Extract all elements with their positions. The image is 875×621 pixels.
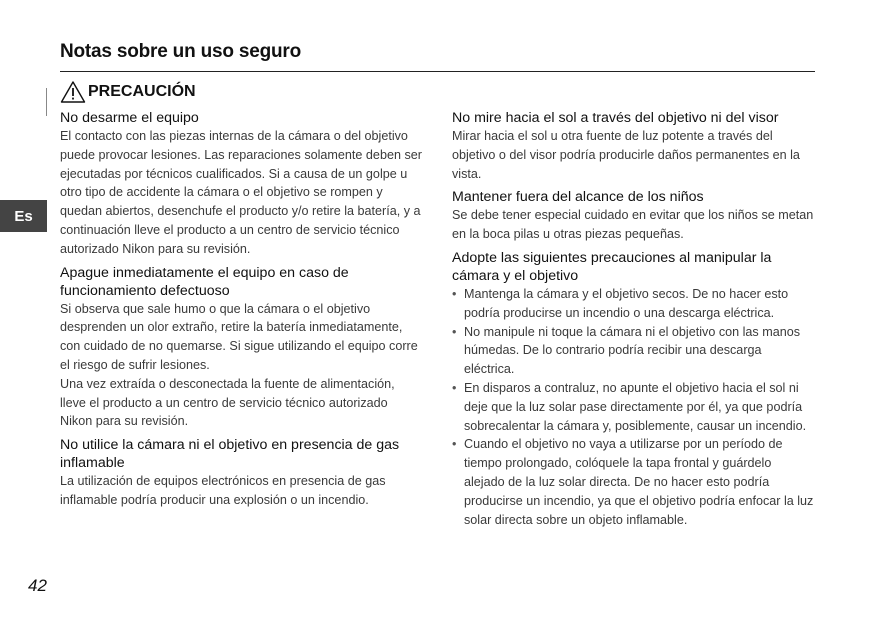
list-item: • En disparos a contraluz, no apunte el objetivo hacia el sol ni deje que la luz solar pase directamente por él, ya que podría sobrecalentar la cámara y, posiblemente, causar un incendio. [452, 379, 814, 435]
section-paragraph: Si observa que sale humo o que la cámara o el objetivo desprenden un olor extraño, retire la batería inmediatamente, con cuidado de no quemarse. Si sigue utilizando el equipo corre el riesgo de sufrir lesiones. [60, 301, 418, 372]
margin-marker [46, 88, 47, 116]
section-paragraph: El contacto con las piezas internas de la cámara o del objetivo puede provocar lesiones. Las reparaciones solamente deben ser ejecutadas por técnicos cualificados. Si a causa de un golpe u otro tipo de accidente la cámara o el objetivo se rompen y quedan abiertos, desenchufe el producto y/o retire la batería, y a continuación lleve el producto a un centro de servicio técnico autorizado Nikon para su revisión. [60, 129, 422, 256]
page-title: Notas sobre un uso seguro [60, 41, 301, 62]
list-item: • Cuando el objetivo no vaya a utilizarse por un período de tiempo prolongado, colóquele la tapa frontal y guárdelo alejado de la luz solar directa. De no hacer esto podría producirse un incendio, ya que el objetivo podría enfocar la luz solar directa sobre un objeto inflamable. [452, 435, 814, 529]
section-paragraph: Se debe tener especial cuidado en evitar que los niños se metan en la boca pilas u otras piezas pequeñas. [452, 208, 814, 242]
section-paragraph: Una vez extraída o desconectada la fuente de alimentación, lleve el producto a un centro de servicio técnico autorizado Nikon para su revisión. [60, 376, 395, 429]
section-handling [452, 249, 814, 529]
section-heading: Apague inmediatamente el equipo en caso de funcionamiento defectuoso [60, 264, 349, 299]
section-sun [452, 109, 814, 183]
section-heading: Adopte las siguientes precauciones al manipular la cámara y el objetivo [452, 249, 772, 284]
section-malfunction [60, 264, 422, 432]
section-paragraph: La utilización de equipos electrónicos en presencia de gas inflamable podría producir una explosión o un incendio. [60, 474, 386, 507]
list-item: • Mantenga la cámara y el objetivo secos. De no hacer esto podría producirse un incendio o una descarga eléctrica. [452, 285, 814, 323]
section-flammable-gas [60, 436, 422, 510]
caution-heading [60, 80, 196, 104]
left-column [60, 109, 422, 515]
title-divider [60, 71, 815, 72]
section-children [452, 188, 814, 244]
section-disassembly [60, 109, 422, 259]
right-column [452, 109, 814, 534]
caution-label: PRECAUCIÓN [88, 83, 196, 100]
precaution-list [452, 285, 814, 529]
list-item: • No manipule ni toque la cámara ni el objetivo con las manos húmedas. De lo contrario podría recibir una descarga eléctrica. [452, 323, 814, 379]
warning-triangle-icon [60, 80, 86, 104]
page-number: 42 [28, 576, 47, 595]
section-heading: Mantener fuera del alcance de los niños [452, 189, 704, 206]
section-heading: No mire hacia el sol a través del objetivo ni del visor [452, 110, 779, 126]
section-paragraph: Mirar hacia el sol u otra fuente de luz potente a través del objetivo o del visor podría producirle daños permanentes en la vista. [452, 129, 800, 181]
section-heading: No utilice la cámara ni el objetivo en presencia de gas inflamable [60, 437, 400, 472]
language-tab: Es [0, 200, 47, 232]
section-heading: No desarme el equipo [60, 110, 199, 126]
